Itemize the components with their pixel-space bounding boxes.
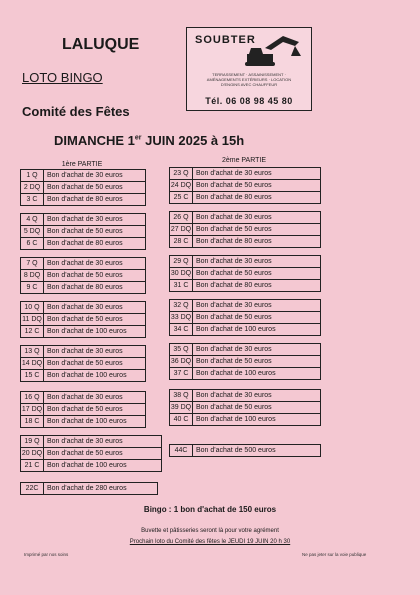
prize-row — [170, 168, 320, 180]
next-loto: Prochain loto du Comité des fêtes le JEUDI 19 JUIN 20 h 30 — [129, 539, 291, 545]
game-number: 6 C — [21, 238, 44, 249]
game-number: 37 C — [170, 368, 193, 379]
prize-block — [20, 257, 146, 294]
printer-note: Imprimé par nos soins — [24, 552, 69, 557]
prize-description: Bon d'achat de 50 euros — [196, 314, 272, 321]
prize-row — [170, 356, 320, 368]
prize-description: Bon d'achat de 30 euros — [47, 172, 123, 179]
prize-row — [170, 212, 320, 224]
date-rest: JUIN 2025 à 15h — [141, 133, 245, 148]
prize-block — [20, 213, 146, 250]
prize-row — [21, 194, 145, 205]
prize-row — [21, 314, 145, 326]
prize-description: Bon d'achat de 30 euros — [196, 392, 272, 399]
game-number: 15 C — [21, 370, 44, 381]
sponsor-activities: TERRASSEMENT · ASSAINISSEMENT · AMÉNAGEMENTS EXTÉRIEURS · LOCATION D'ENGINS AVEC CHAUFFEUR — [206, 72, 292, 87]
game-number: 26 Q — [170, 212, 193, 223]
prize-row — [21, 483, 157, 494]
game-number: 30 DQ — [170, 270, 192, 277]
prize-block — [169, 167, 321, 204]
prize-description: Bon d'achat de 50 euros — [47, 360, 123, 367]
prize-row — [170, 192, 320, 203]
prize-block — [20, 345, 146, 382]
prize-block — [169, 211, 321, 248]
game-number: 14 DQ — [21, 360, 43, 367]
prize-description: Bon d'achat de 30 euros — [47, 348, 123, 355]
partie2-title: 2ème PARTIE — [221, 157, 267, 164]
date-sup: er — [134, 134, 142, 142]
game-number: 21 C — [21, 460, 44, 471]
prize-row — [170, 402, 320, 414]
prize-description: Bon d'achat de 30 euros — [196, 170, 272, 177]
prize-row — [170, 268, 320, 280]
prize-row — [170, 256, 320, 268]
game-number: 34 C — [170, 324, 193, 335]
prize-description: Bon d'achat de 30 euros — [196, 346, 272, 353]
game-number: 5 DQ — [21, 226, 44, 237]
prize-row — [21, 460, 161, 471]
prize-row — [170, 180, 320, 192]
sponsor-phone: Tél. 06 08 98 45 80 — [205, 96, 293, 106]
game-number: 1 Q — [21, 170, 44, 181]
prize-description: Bon d'achat de 30 euros — [196, 258, 272, 265]
game-number: 20 DQ — [21, 450, 43, 457]
prize-block — [169, 299, 321, 336]
prize-row — [21, 170, 145, 182]
prize-row — [170, 236, 320, 247]
prize-description: Bon d'achat de 50 euros — [196, 358, 272, 365]
prize-description: Bon d'achat de 30 euros — [196, 214, 272, 221]
sponsor-name: SOUBTER — [195, 34, 256, 46]
game-number: 10 Q — [21, 302, 44, 313]
game-number: 17 DQ — [21, 406, 43, 413]
prize-row — [21, 282, 145, 293]
prize-description: Bon d'achat de 80 euros — [196, 282, 272, 289]
prize-description: Bon d'achat de 50 euros — [47, 272, 123, 279]
prize-description: Bon d'achat de 500 euros — [196, 447, 276, 454]
game-number: 19 Q — [21, 436, 44, 447]
prize-row — [21, 214, 145, 226]
prize-block — [169, 255, 321, 292]
game-number: 18 C — [21, 416, 44, 427]
prize-description: Bon d'achat de 80 euros — [196, 194, 272, 201]
prize-description: Bon d'achat de 80 euros — [196, 238, 272, 245]
prize-description: Bon d'achat de 30 euros — [47, 304, 123, 311]
prize-description: Bon d'achat de 80 euros — [47, 240, 123, 247]
game-number: 32 Q — [170, 300, 193, 311]
organizer-title: Comité des Fêtes — [22, 104, 130, 119]
game-number: 2 DQ — [21, 182, 44, 193]
game-number: 40 C — [170, 414, 193, 425]
prize-description: Bon d'achat de 50 euros — [47, 184, 123, 191]
game-number: 28 C — [170, 236, 193, 247]
prize-block — [169, 444, 321, 457]
prize-block — [20, 391, 146, 428]
game-number: 12 C — [21, 326, 44, 337]
game-number: 44C — [170, 445, 193, 456]
game-number: 3 C — [21, 194, 44, 205]
date-day: DIMANCHE 1 — [54, 133, 135, 148]
prize-block — [20, 482, 158, 495]
prize-row — [170, 224, 320, 236]
prize-row — [21, 226, 145, 238]
prize-row — [21, 416, 145, 427]
prize-description: Bon d'achat de 80 euros — [47, 196, 123, 203]
prize-description: Bon d'achat de 100 euros — [196, 326, 276, 333]
prize-row — [170, 344, 320, 356]
event-title: LOTO BINGO — [22, 70, 103, 85]
prize-description: Bon d'achat de 80 euros — [47, 284, 123, 291]
prize-description: Bon d'achat de 100 euros — [47, 328, 127, 335]
game-number: 38 Q — [170, 390, 193, 401]
prize-description: Bon d'achat de 50 euros — [47, 316, 123, 323]
game-number: 36 DQ — [170, 358, 192, 365]
prize-description: Bon d'achat de 30 euros — [196, 302, 272, 309]
game-number: 25 C — [170, 192, 193, 203]
game-number: 27 DQ — [170, 226, 192, 233]
game-number: 13 Q — [21, 346, 44, 357]
prize-row — [21, 404, 145, 416]
game-number: 35 Q — [170, 344, 193, 355]
prize-row — [170, 300, 320, 312]
prize-row — [21, 302, 145, 314]
prize-block — [169, 343, 321, 380]
prize-row — [170, 312, 320, 324]
prize-row — [170, 390, 320, 402]
game-number: 23 Q — [170, 168, 193, 179]
location-title: LALUQUE — [62, 36, 140, 53]
prize-row — [170, 280, 320, 291]
prize-block — [169, 389, 321, 426]
prize-row — [170, 324, 320, 335]
game-number: 4 Q — [21, 214, 44, 225]
game-number: 7 Q — [21, 258, 44, 269]
prize-row — [21, 326, 145, 337]
bingo-prize: Bingo : 1 bon d'achat de 150 euros — [143, 505, 277, 514]
event-date — [54, 133, 244, 148]
game-number: 16 Q — [21, 392, 44, 403]
game-number: 29 Q — [170, 256, 193, 267]
sponsor-logo — [186, 27, 312, 111]
prize-description: Bon d'achat de 30 euros — [47, 394, 123, 401]
prize-row — [21, 436, 161, 448]
prize-row — [21, 392, 145, 404]
prize-row — [21, 370, 145, 381]
prize-block — [20, 301, 146, 338]
prize-description: Bon d'achat de 50 euros — [196, 270, 272, 277]
prize-description: Bon d'achat de 50 euros — [47, 406, 123, 413]
prize-row — [170, 414, 320, 425]
prize-description: Bon d'achat de 50 euros — [196, 226, 272, 233]
no-throw-note: Ne pas jeter sur la voie publique — [302, 552, 367, 557]
excavator-icon — [243, 32, 305, 68]
prize-row — [170, 445, 320, 456]
prize-block — [20, 169, 146, 206]
prize-description: Bon d'achat de 50 euros — [47, 228, 123, 235]
prize-row — [21, 346, 145, 358]
game-number: 39 DQ — [170, 404, 192, 411]
prize-row — [170, 368, 320, 379]
prize-row — [21, 448, 161, 460]
game-number: 9 C — [21, 282, 44, 293]
prize-description: Bon d'achat de 100 euros — [196, 416, 276, 423]
prize-row — [21, 182, 145, 194]
game-number: 22C — [21, 483, 44, 494]
prize-description: Bon d'achat de 30 euros — [47, 260, 123, 267]
game-number: 8 DQ — [21, 270, 44, 281]
prize-row — [21, 270, 145, 282]
prize-description: Bon d'achat de 280 euros — [47, 485, 127, 492]
game-number: 11 DQ — [21, 314, 44, 325]
buvette-note: Buvette et pâtisseries seront là pour votre agrément — [141, 528, 279, 534]
prize-description: Bon d'achat de 100 euros — [47, 372, 127, 379]
game-number: 33 DQ — [170, 314, 192, 321]
prize-description: Bon d'achat de 100 euros — [196, 370, 276, 377]
prize-description: Bon d'achat de 30 euros — [47, 216, 123, 223]
prize-description: Bon d'achat de 100 euros — [47, 418, 127, 425]
prize-description: Bon d'achat de 30 euros — [47, 438, 123, 445]
prize-description: Bon d'achat de 50 euros — [47, 450, 123, 457]
prize-row — [21, 258, 145, 270]
prize-block — [20, 435, 162, 472]
prize-description: Bon d'achat de 50 euros — [196, 404, 272, 411]
prize-description: Bon d'achat de 50 euros — [196, 182, 272, 189]
partie1-title: 1ère PARTIE — [61, 161, 103, 168]
prize-row — [21, 358, 145, 370]
game-number: 31 C — [170, 280, 193, 291]
prize-description: Bon d'achat de 100 euros — [47, 462, 127, 469]
game-number: 24 DQ — [170, 182, 192, 189]
prize-row — [21, 238, 145, 249]
